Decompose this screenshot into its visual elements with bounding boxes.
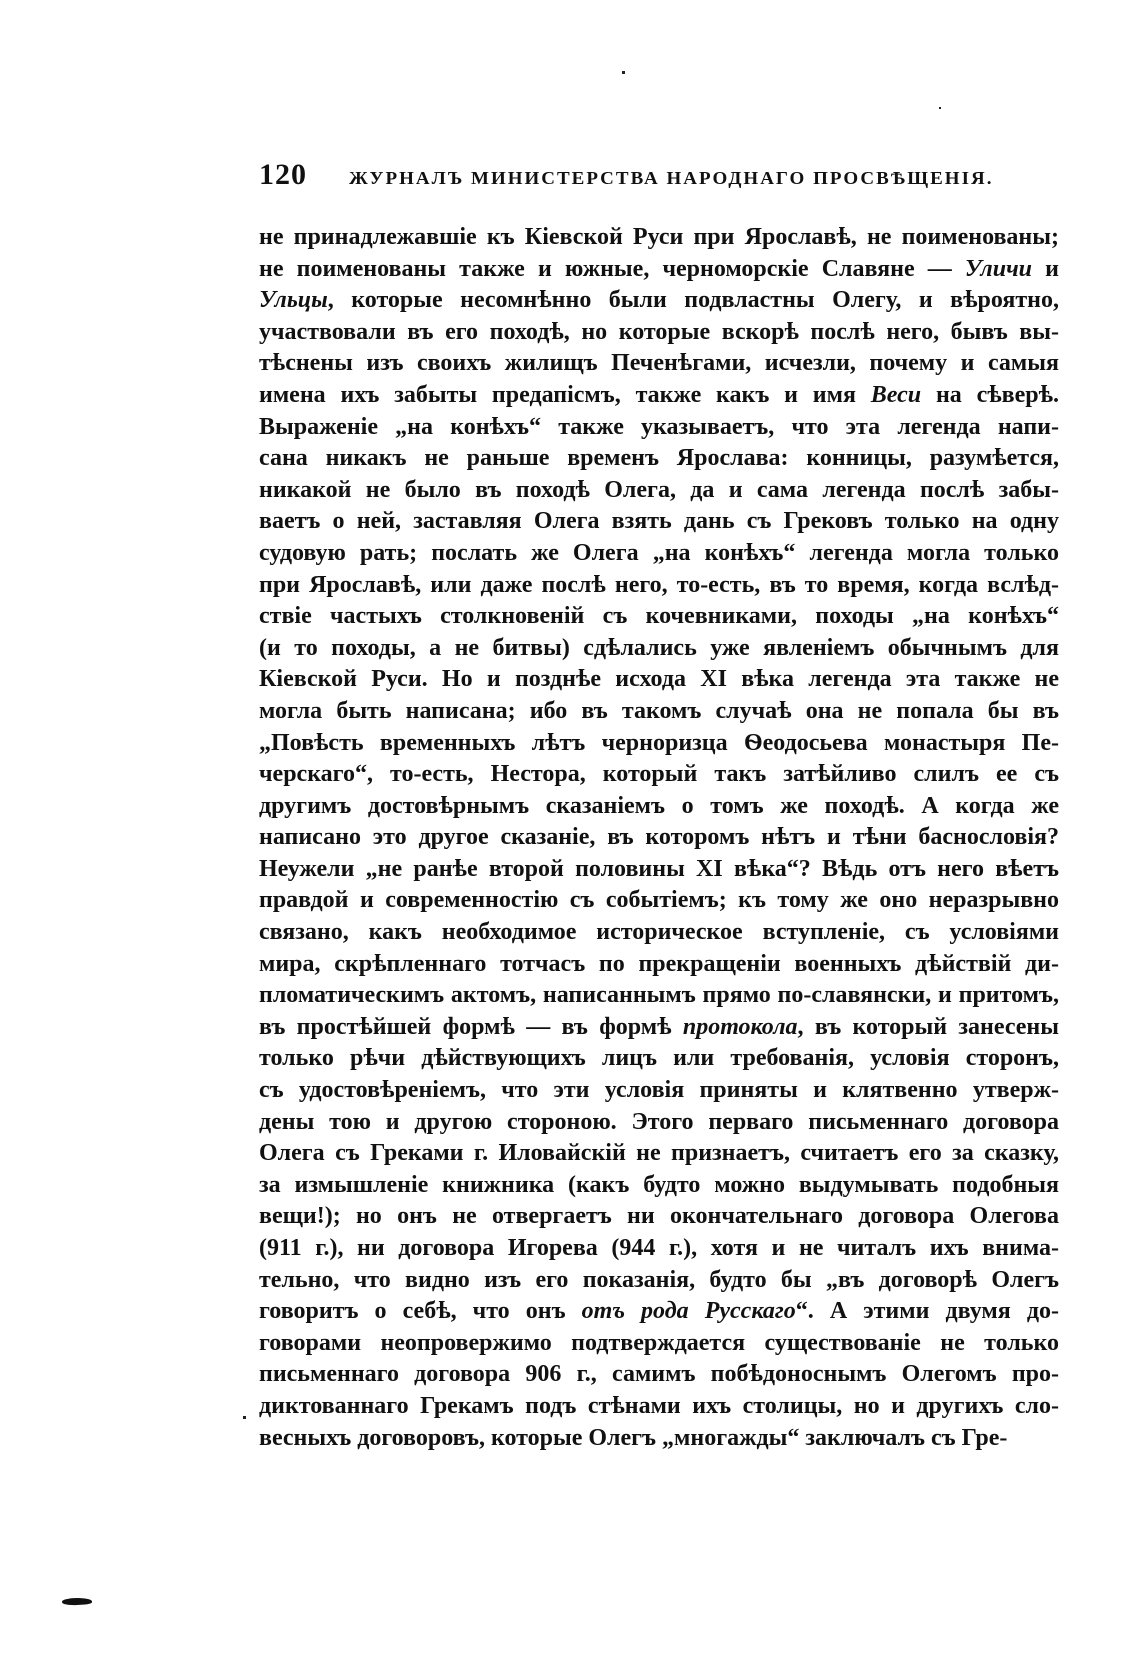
- text-line: сана никакъ не раньше временъ Ярослава: конницы, разумѣется,: [259, 445, 1059, 472]
- text-line: „Повѣсть временныхъ лѣтъ черноризца Ѳеодосьева монастыря Пе-: [259, 729, 1059, 756]
- text-line: судовую рать; послать же Олега „на конѣхъ“ легенда могла только: [259, 539, 1059, 566]
- text-line: связано, какъ необходимое историческое вступленіе, съ условіями: [259, 919, 1059, 946]
- text-line: говорами неопровержимо подтверждается существованіе не только: [259, 1329, 1059, 1356]
- text-line: диктованнаго Грекамъ подъ стѣнами ихъ столицы, но и другихъ сло-: [259, 1392, 1059, 1419]
- page-speck: [622, 71, 625, 74]
- text-line: (и то походы, а не битвы) сдѣлались уже явленіемъ обычнымъ для: [259, 634, 1059, 661]
- text-line: написано это другое сказаніе, въ которомъ нѣтъ и тѣни баснословія?: [259, 824, 1059, 851]
- text-line: только рѣчи дѣйствующихъ лицъ или требованія, условія сторонъ,: [259, 1045, 1059, 1072]
- text-line: Олега съ Греками г. Иловайскій не признаетъ, считаетъ его за сказку,: [259, 1140, 1059, 1167]
- text-line: дены тою и другою стороною. Этого перваго письменнаго договора: [259, 1108, 1059, 1135]
- text-line: говоритъ о себѣ, что онъ отъ рода Русскаго“. А этими двумя до-: [259, 1298, 1059, 1325]
- text-line: черскаго“, то-есть, Нестора, который такъ затѣйливо слилъ ее съ: [259, 761, 1059, 788]
- body-text: [259, 222, 1059, 1454]
- text-line: Неужели „не ранѣе второй половины XI вѣка“? Вѣдь отъ него вѣетъ: [259, 855, 1059, 882]
- text-line: могла быть написана; ибо въ такомъ случаѣ она не попала бы въ: [259, 697, 1059, 724]
- page-number: 120: [259, 158, 307, 191]
- text-line: при Ярославѣ, или даже послѣ него, то-есть, въ то время, когда вслѣд-: [259, 571, 1059, 598]
- italic-term: отъ рода Русскаго: [581, 1298, 796, 1325]
- text-line: Ульцы, которые несомнѣнно были подвластны Олегу, и вѣроятно,: [259, 287, 1059, 314]
- page-header: [259, 158, 1059, 198]
- italic-term: Уличи: [964, 255, 1033, 282]
- text-line: не принадлежавшіе къ Кіевской Руси при Ярославѣ, не поименованы;: [259, 224, 1059, 250]
- text-line: за измышленіе книжника (какъ будто можно выдумывать подобныя: [259, 1171, 1059, 1198]
- text-line: тѣснены изъ своихъ жилищъ Печенѣгами, исчезли, почему и самыя: [259, 350, 1059, 377]
- italic-term: Веси: [870, 381, 922, 408]
- text-line: весныхъ договоровъ, которые Олегъ „многажды“ заключалъ съ Гре-: [259, 1424, 1008, 1451]
- text-line: ваетъ о ней, заставляя Олега взять дань съ Грековъ только на одну: [259, 508, 1059, 535]
- text-line: мира, скрѣпленнаго тотчасъ по прекращеніи военныхъ дѣйствій ди-: [259, 950, 1059, 977]
- text-line: съ удостовѣреніемъ, что эти условія приняты и клятвенно утверж-: [259, 1077, 1059, 1104]
- text-line: Кіевской Руси. Но и позднѣе исхода XI вѣка легенда эта также не: [259, 666, 1059, 693]
- text-line: пломатическимъ актомъ, написаннымъ прямо по-славянски, и притомъ,: [259, 982, 1059, 1009]
- running-title: ЖУРНАЛЪ МИНИСТЕРСТВА НАРОДНАГО ПРОСВѢЩЕНІЯ.: [349, 168, 994, 189]
- text-line: тельно, что видно изъ его показанія, будто бы „въ договорѣ Олегъ: [259, 1266, 1059, 1293]
- text-line: ствіе частыхъ столкновеній съ кочевниками, походы „на конѣхъ“: [259, 603, 1059, 630]
- text-line: другимъ достовѣрнымъ сказаніемъ о томъ же походѣ. А когда же: [259, 792, 1059, 819]
- italic-term: протокола: [682, 1013, 798, 1040]
- edge-ink-mark: [62, 1597, 92, 1606]
- text-line: вещи!); но онъ не отвергаетъ ни окончательнаго договора Олегова: [259, 1203, 1059, 1230]
- text-line: не поименованы также и южные, черноморскіе Славяне — Уличи и: [259, 255, 1059, 282]
- page-speck: [243, 1416, 246, 1419]
- text-line: (911 г.), ни договора Игорева (944 г.), хотя и не читалъ ихъ внима-: [259, 1235, 1059, 1261]
- text-line: въ простѣйшей формѣ — въ формѣ протокола, въ который занесены: [259, 1013, 1059, 1040]
- text-line: никакой не было въ походѣ Олега, да и сама легенда послѣ забы-: [259, 476, 1059, 503]
- italic-term: Ульцы: [259, 287, 328, 314]
- text-line: правдой и современностію съ событіемъ; къ тому же оно неразрывно: [259, 887, 1059, 914]
- page-speck: [939, 107, 941, 109]
- text-line: имена ихъ забыты предапісмъ, также какъ и имя Веси на сѣверѣ.: [259, 381, 1059, 408]
- text-line: Выраженіе „на конѣхъ“ также указываетъ, что эта легенда напи-: [259, 413, 1059, 440]
- text-line: письменнаго договора 906 г., самимъ побѣдоноснымъ Олегомъ про-: [259, 1361, 1059, 1388]
- text-line: участвовали въ его походѣ, но которые вскорѣ послѣ него, бывъ вы-: [259, 318, 1059, 345]
